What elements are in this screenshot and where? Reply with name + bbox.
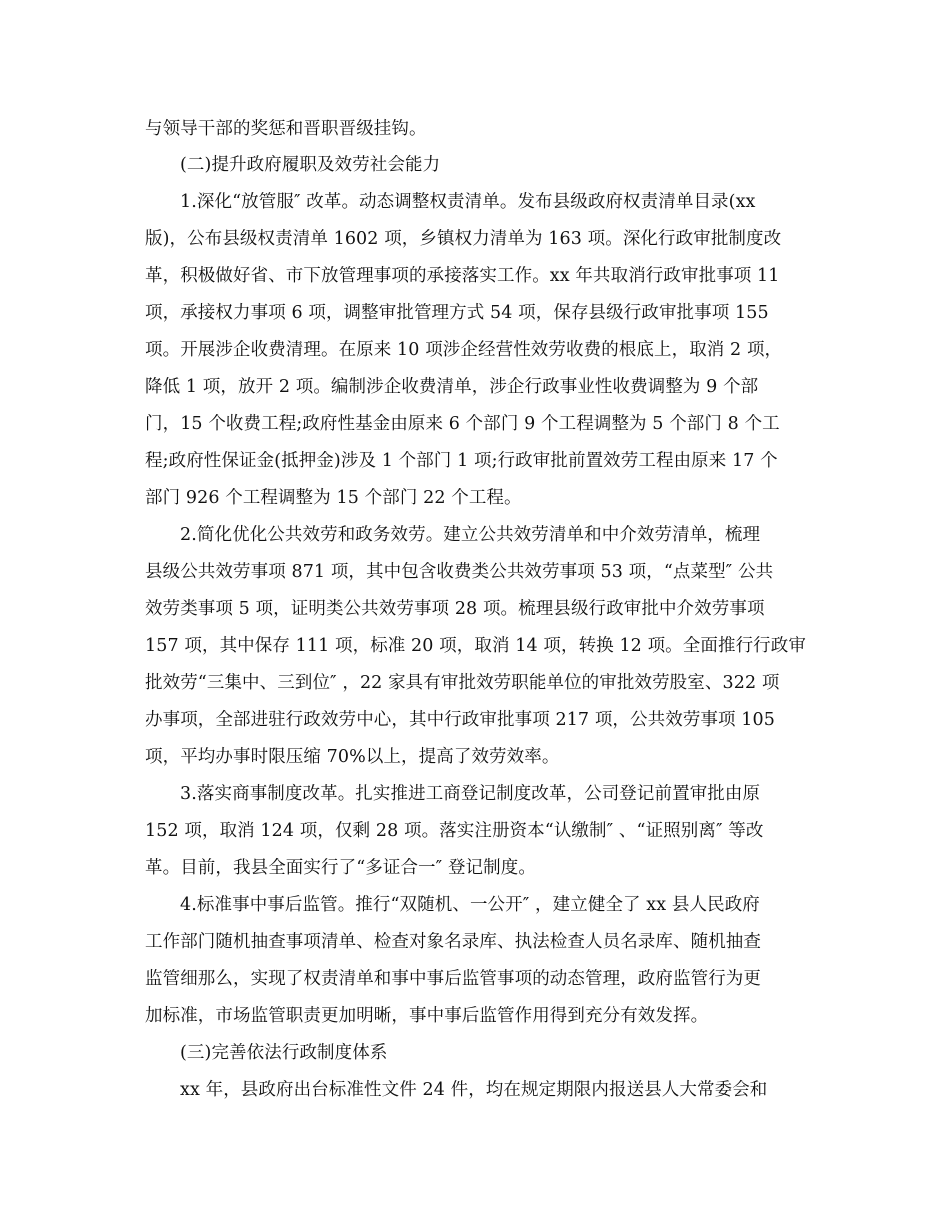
paragraph-line: 工作部门随机抽查事项清单、检查对象名录库、执法检查人员名录库、随机抽查	[145, 932, 761, 952]
paragraph-line: 效劳类事项 5 项，证明类公共效劳事项 28 项。梳理县级行政审批中介效劳事项	[145, 599, 765, 619]
paragraph-line: 县级公共效劳事项 871 项，其中包含收费类公共效劳事项 53 项，“点菜型″ 公共	[145, 562, 774, 582]
paragraph-line: 项，承接权力事项 6 项，调整审批管理方式 54 项，保存县级行政审批事项 155	[145, 303, 769, 323]
paragraph-line: 办事项，全部进驻行政效劳中心，其中行政审批事项 217 项，公共效劳事项 105	[145, 710, 775, 730]
paragraph-line: 革。目前，我县全面实行了“多证合一″ 登记制度。	[145, 858, 536, 878]
paragraph-line: 版)，公布县级权责清单 1602 项，乡镇权力清单为 163 项。深化行政审批制度改	[145, 229, 782, 249]
paragraph-line: 项。开展涉企收费清理。在原来 10 项涉企经营性效劳收费的根底上，取消 2 项，	[145, 340, 783, 360]
paragraph-line: 革，积极做好省、市下放管理事项的承接落实工作。xx 年共取消行政审批事项 11	[145, 266, 780, 286]
paragraph-line: 程;政府性保证金(抵押金)涉及 1 个部门 1 项;行政审批前置效劳工程由原来 17 个	[145, 451, 778, 471]
paragraph-line: 监管细那么，实现了权责清单和事中事后监管事项的动态管理，政府监管行为更	[145, 969, 761, 989]
paragraph-line: 4.标准事中事后监管。推行“双随机、一公开″ ，建立健全了 xx 县人民政府	[180, 895, 760, 915]
paragraph-line: 降低 1 项，放开 2 项。编制涉企收费清单，涉企行政事业性收费调整为 9 个部	[145, 377, 759, 397]
paragraph-line: 门，15 个收费工程;政府性基金由原来 6 个部门 9 个工程调整为 5 个部门 8 个工	[145, 414, 780, 434]
paragraph-line: xx 年，县政府出台标准性文件 24 件，均在规定期限内报送县人大常委会和	[180, 1080, 768, 1100]
paragraph-line: 2.简化优化公共效劳和政务效劳。建立公共效劳清单和中介效劳清单，梳理	[180, 525, 761, 545]
paragraph-line: 1.深化“放管服″ 改革。动态调整权责清单。发布县级政府权责清单目录(xx	[180, 192, 756, 212]
paragraph-line: 152 项，取消 124 项，仅剩 28 项。落实注册资本“认缴制″ 、“证照别离″ 等改	[145, 821, 764, 841]
paragraph-line: 3.落实商事制度改革。扎实推进工商登记制度改革，公司登记前置审批由原	[180, 784, 761, 804]
paragraph-line: 157 项，其中保存 111 项，标准 20 项，取消 14 项，转换 12 项。全面推行行政审	[145, 636, 806, 656]
paragraph-line: 项，平均办事时限压缩 70%以上，提高了效劳效率。	[145, 747, 560, 767]
paragraph-line: 批效劳“三集中、三到位″ ，22 家具有审批效劳职能单位的审批效劳股室、322 项	[145, 673, 780, 693]
section-heading: (三)完善依法行政制度体系	[180, 1043, 388, 1063]
paragraph-line: 加标准，市场监管职责更加明晰，事中事后监管作用得到充分有效发挥。	[145, 1006, 709, 1026]
paragraph-line: 与领导干部的奖惩和晋职晋级挂钩。	[145, 119, 427, 139]
paragraph-line: 部门 926 个工程调整为 15 个部门 22 个工程。	[145, 488, 522, 508]
section-heading: (二)提升政府履职及效劳社会能力	[180, 155, 441, 175]
